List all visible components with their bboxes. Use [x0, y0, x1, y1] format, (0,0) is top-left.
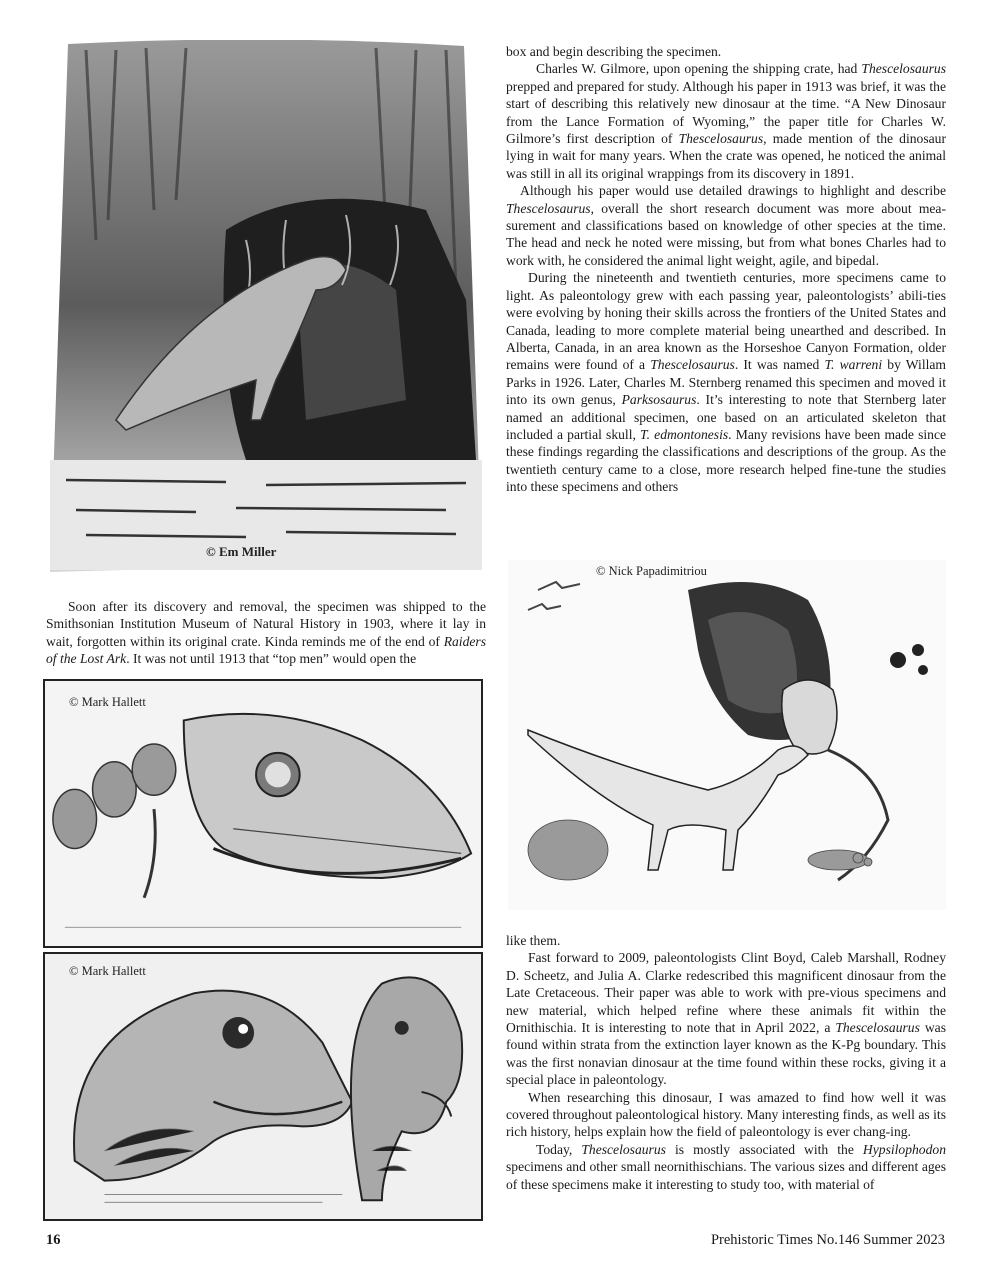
- paragraph-researching: When researching this dinosaur, I was amazed to find how well it was covered throughout paleontological history. Many interesting finds, as well as its rich history, helps explain how the field of paleontology is ever chang-ing.: [506, 1089, 946, 1140]
- paragraph-continuation-box: box and begin describing the specimen.: [506, 44, 722, 59]
- paragraph-centuries: During the nineteenth and twentieth centuries, more specimens came to light. As paleontology grew with each passing year, paleontologists’ abili-ties were evolving by honing their skills across the frontiers of the United States and Canada, leading to more complete material being unearthed and described. In Alberta, Canada, in an area known as the Horseshoe Canyon Formation, older remains were found of a Thescelosaurus. It was named T. warreni by Willam Parks in 1926. Later, Charles M. Sternberg renamed this specimen and moved it into its own genus, Parksosaurus. It’s interesting to note that Sternberg later named an additional specimen, one based on an articulated skeleton that included a partial skull, T. edmontonesis. Many revisions have been made since these findings regarding the classifications and descriptions of the group. As the twentieth century came to a close, more research helped fine-tune the studies into these specimens and others: [506, 270, 947, 495]
- em-miller-illustration: [46, 40, 485, 577]
- paragraph-2009: Fast forward to 2009, paleontologists Clint Boyd, Caleb Marshall, Rodney D. Scheetz, and Julia A. Clarke redescribed this magnificent dinosaur from the Late Cretaceous. Their paper was able to work with pre-vious specimens and new material, which helped refine where these animals fit within the Ornithischia. It is interesting to note that in April 2022, a Thescelosaurus was found within strata from the extinction layer known as the K-Pg boundary. This was the first nonavian dinosaur at the time found within these rocks, giving it a special place in paleontology.: [506, 950, 946, 1088]
- hallett-heads-illustration: [43, 952, 483, 1221]
- hallett-heads-credit: © Mark Hallett: [69, 964, 146, 978]
- hallett-skull-illustration: [43, 679, 483, 948]
- right-column-bottom: [506, 932, 946, 1193]
- left-column-paragraph: [46, 598, 486, 668]
- paragraph-drawings: Although his paper would use detailed drawings to highlight and describe Thescelosaurus, overall the short research document was more about mea-surement and classifications based on knowledge of other species at the time. The head and neck he noted were missing, but from what bones Charles had to work with, he considered the animal light weight, agile, and bipedal.: [506, 183, 946, 268]
- hallett-skull-credit: © Mark Hallett: [69, 695, 146, 709]
- paragraph-shipped: Soon after its discovery and removal, the specimen was shipped to the Smithsonian Institution Museum of Natural History in 1903, where it lay in wait, forgotten within its original crate. Kinda reminds me of the end of Raiders of the Lost Ark. It was not until 1913 that “top men” would open the: [46, 599, 486, 667]
- em-miller-credit: © Em Miller: [206, 544, 277, 559]
- right-column-top: [506, 43, 946, 496]
- papadimitriou-credit: © Nick Papadimitriou: [596, 564, 707, 578]
- page-number: 16: [46, 1232, 61, 1248]
- paragraph-gilmore: Charles W. Gilmore, upon opening the shipping crate, had Thescelosaurus prepped and prepared for study. Although his paper in 1913 was brief, it was the start of describing this relatively new dinosaur at the time. “A New Dinosaur from the Lance Formation of Wyoming,” the paper title for Charles W. Gilmore’s first description of Thescelosaurus, made mention of the dinosaur lying in wait for many years. When the crate was opened, he noticed the animal was still in all its original wrappings from its discovery in 1891.: [506, 61, 946, 181]
- paragraph-today: Today, Thescelosaurus is mostly associated with the Hypsilophodon specimens and other small neornithischians. The various sizes and different ages of these specimens make it interesting to study too, with material of: [506, 1141, 946, 1192]
- paragraph-continuation-like: like them.: [506, 933, 561, 948]
- papadimitriou-illustration: [508, 560, 946, 910]
- issue-info: Prehistoric Times No.146 Summer 2023: [710, 1232, 945, 1248]
